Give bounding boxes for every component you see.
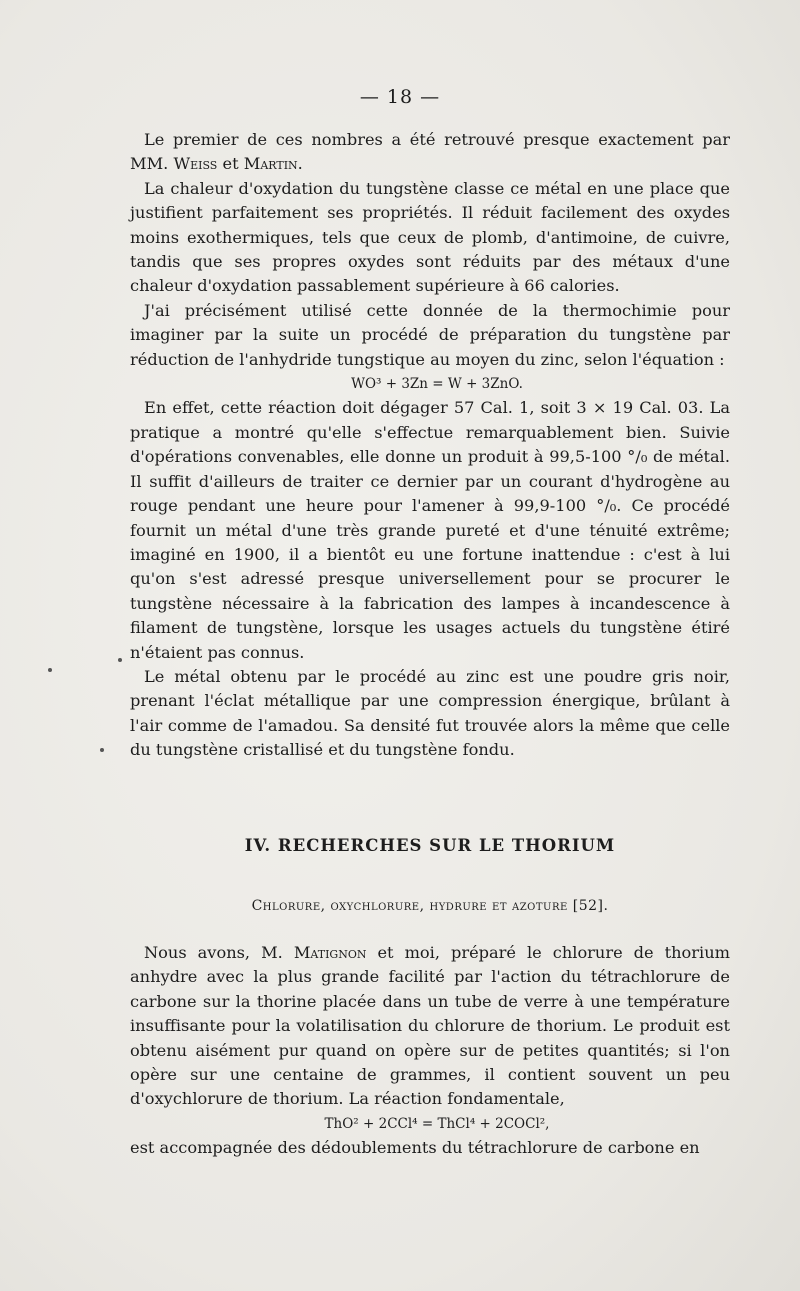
section-subheading: Chlorure, oxychlorure, hydrure et azoture [52]. xyxy=(251,898,609,914)
ink-speck xyxy=(100,748,104,752)
paragraph: J'ai précisément utilisé cette donnée de la thermochimie pour imaginer par la suite un procédé de préparation du tungstène par réduction de l'anhydride tungstique au moyen du zinc, selon l'équation : xyxy=(130,300,730,369)
equation: WO³ + 3Zn = W + 3ZnO. xyxy=(351,376,523,393)
ink-speck xyxy=(48,668,52,672)
author-weiss: Weiss xyxy=(173,154,218,174)
equation: ThO² + 2CCl⁴ = ThCl⁴ + 2COCl², xyxy=(324,1115,550,1132)
text-block-thorium xyxy=(130,941,730,1161)
paragraph: Nous avons, M. Matignon et moi, préparé le chlorure de thorium anhydre avec la plus grande facilité par l'action du tétrachlorure de carbone sur la thorine placée dans un tube de verre à une température insuffisante pour la volatilisation du chlorure de thorium. Le produit est obtenu aisément pur quand on opère sur de petites quantités; si l'on opère sur une centaine de grammes, il contient souvent un peu d'oxychlorure de thorium. La réaction fondamentale, xyxy=(130,943,730,1109)
paragraph: Le premier de ces nombres a été retrouvé presque exactement par MM. Weiss et Martin. xyxy=(130,130,730,174)
paragraph: est accompagnée des dédoublements du tétrachlorure de carbone en xyxy=(130,1138,700,1158)
author-martin: Martin xyxy=(243,154,298,174)
paragraph: La chaleur d'oxydation du tungstène classe ce métal en une place que justifient parfaitement ses propriétés. Il réduit facilement des oxydes moins exothermiques, tels que ceux de plomb, d'antimoine, de cuivre, tandis que ses propres oxydes sont réduits par des métaux d'une chaleur d'oxydation passablement supérieure à 66 calories. xyxy=(130,178,730,296)
author-matignon: Matignon xyxy=(293,943,367,962)
text-block-tungsten xyxy=(130,128,730,763)
paragraph: Le métal obtenu par le procédé au zinc est une poudre gris noir, prenant l'éclat métallique par une compression énergique, brûlant à l'air comme de l'amadou. Sa densité fut trouvée alors la même que celle du tungstène cristallisé et du tungstène fondu. xyxy=(130,666,730,760)
page-number: — 18 — xyxy=(359,86,441,108)
ink-speck xyxy=(118,658,122,662)
section-heading: IV. RECHERCHES SUR LE THORIUM xyxy=(244,836,616,855)
paragraph: En effet, cette réaction doit dégager 57 Cal. 1, soit 3 × 19 Cal. 03. La pratique a montré qu'elle s'effectue remarquablement bien. Suivie d'opérations convenables, elle donne un produit à 99,5-100 °/₀ de métal. Il suffit d'ailleurs de traiter ce dernier par un courant d'hydrogène au rouge pendant une heure pour l'amener à 99,9-100 °/₀. Ce procédé fournit un métal d'une très grande pureté et d'une ténuité extrême; imaginé en 1900, il a bientôt eu une fortune inattendue : c'est à lui qu'on s'est adressé presque universellement pour se procurer le tungstène nécessaire à la fabrication des lampes à incandescence à filament de tungstène, lorsque les usages actuels du tungstène étiré n'étaient pas connus. xyxy=(130,398,730,662)
